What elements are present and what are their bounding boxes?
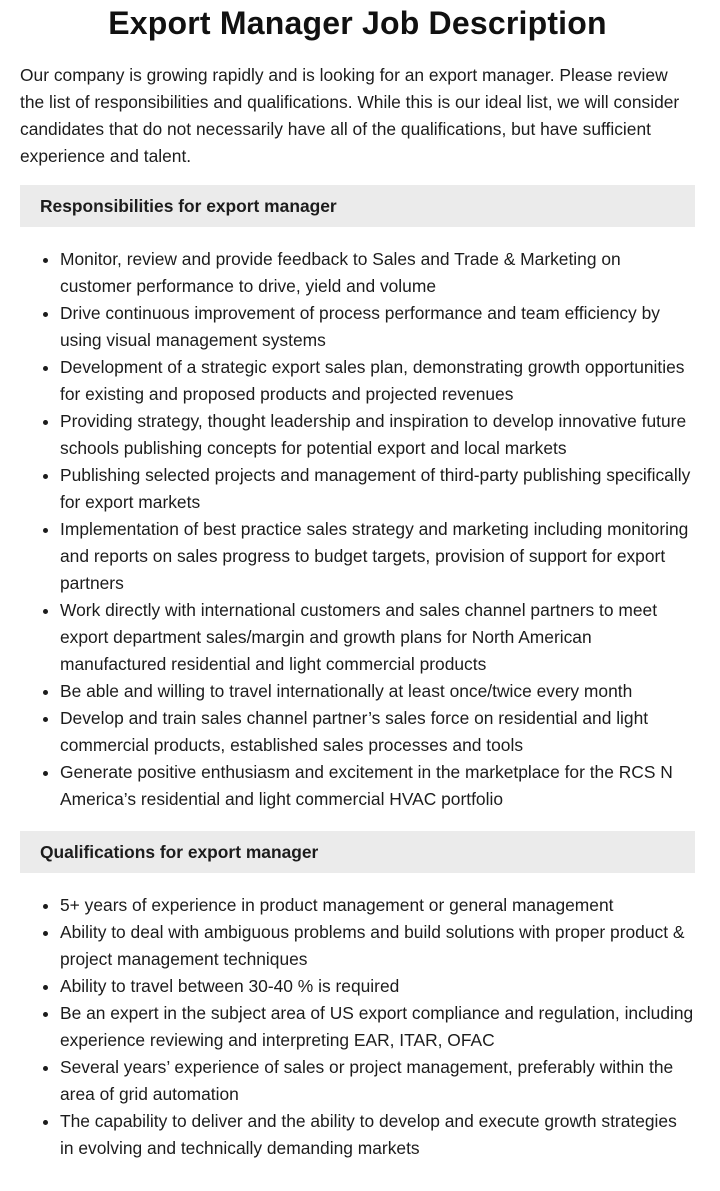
list-item: Several years’ experience of sales or project management, preferably within the area of grid automation xyxy=(60,1054,695,1108)
list-item: 5+ years of experience in product management or general management xyxy=(60,892,695,919)
list-item: Drive continuous improvement of process performance and team efficiency by using visual management systems xyxy=(60,300,695,354)
list-item: Work directly with international customers and sales channel partners to meet export department sales/margin and growth plans for North American manufactured residential and light commercial products xyxy=(60,597,695,678)
list-item: Ability to travel between 30-40 % is required xyxy=(60,973,695,1000)
list-item: The capability to deliver and the ability to develop and execute growth strategies in evolving and technically demanding markets xyxy=(60,1108,695,1162)
list-item: Develop and train sales channel partner’s sales force on residential and light commercial products, established sales processes and tools xyxy=(60,705,695,759)
list-item: Implementation of best practice sales strategy and marketing including monitoring and reports on sales progress to budget targets, provision of support for export partners xyxy=(60,516,695,597)
list-item: Be an expert in the subject area of US export compliance and regulation, including experience reviewing and interpreting EAR, ITAR, OFAC xyxy=(60,1000,695,1054)
list-item: Generate positive enthusiasm and excitement in the marketplace for the RCS N America’s residential and light commercial HVAC portfolio xyxy=(60,759,695,813)
responsibilities-list xyxy=(20,246,695,813)
list-item: Providing strategy, thought leadership and inspiration to develop innovative future schools publishing concepts for potential export and local markets xyxy=(60,408,695,462)
list-item: Monitor, review and provide feedback to Sales and Trade & Marketing on customer performance to drive, yield and volume xyxy=(60,246,695,300)
intro-paragraph: Our company is growing rapidly and is looking for an export manager. Please review the list of responsibilities and qualifications. While this is our ideal list, we will consider candidates that do not necessarily have all of the qualifications, but have sufficient experience and talent. xyxy=(20,65,680,166)
list-item: Development of a strategic export sales plan, demonstrating growth opportunities for existing and proposed products and projected revenues xyxy=(60,354,695,408)
list-item: Publishing selected projects and management of third-party publishing specifically for export markets xyxy=(60,462,695,516)
list-item: Be able and willing to travel internationally at least once/twice every month xyxy=(60,678,695,705)
qualifications-list xyxy=(20,892,695,1162)
responsibilities-heading: Responsibilities for export manager xyxy=(20,185,695,227)
qualifications-heading: Qualifications for export manager xyxy=(20,831,695,873)
list-item: Ability to deal with ambiguous problems and build solutions with proper product & project management techniques xyxy=(60,919,695,973)
page-title: Export Manager Job Description xyxy=(108,5,607,41)
